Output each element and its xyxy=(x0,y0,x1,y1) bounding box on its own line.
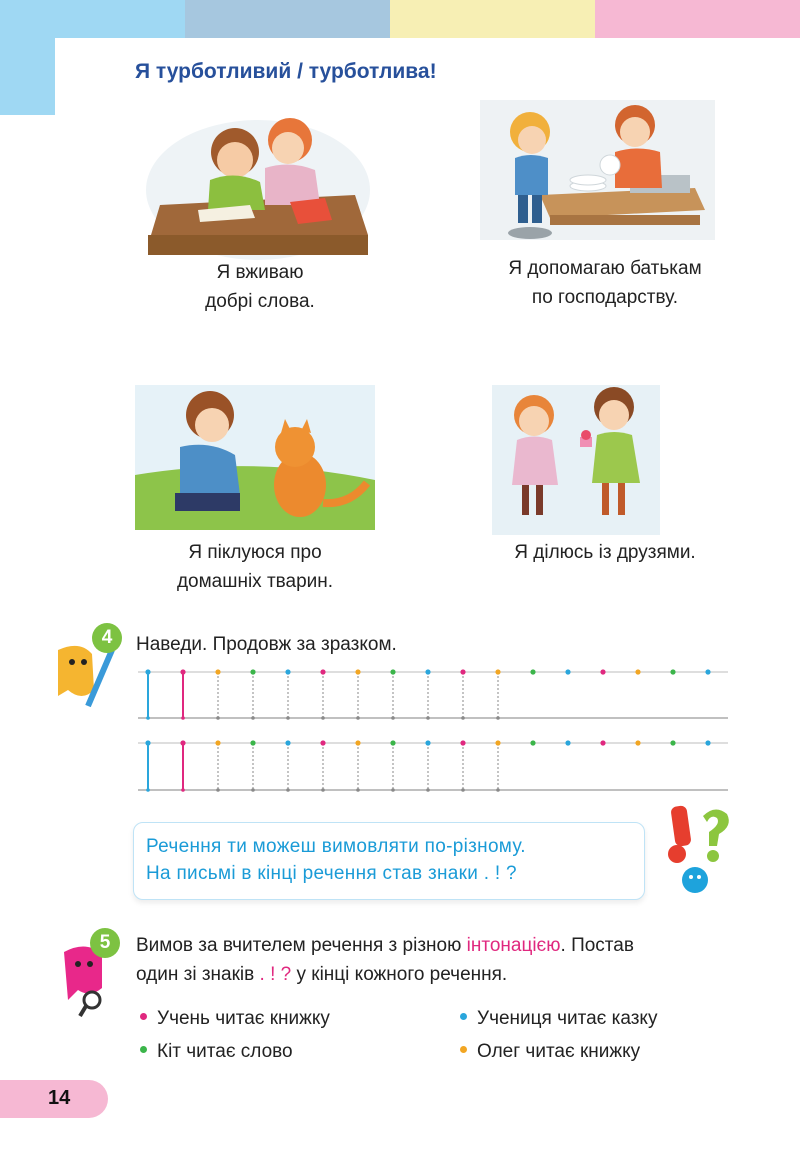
start-dot xyxy=(705,740,710,745)
end-dot xyxy=(146,788,150,792)
start-dot xyxy=(635,669,640,674)
start-dot xyxy=(460,669,465,674)
page-title: Я турботливий / турботлива! xyxy=(135,60,437,83)
end-dot xyxy=(321,788,325,792)
start-dot xyxy=(600,740,605,745)
end-dot xyxy=(286,788,290,792)
start-dot xyxy=(425,740,430,745)
end-dot xyxy=(391,788,395,792)
left-margin-tab xyxy=(0,0,55,115)
task-4-instruction: Наведи. Продовж за зразком. xyxy=(136,634,397,655)
sentence-item xyxy=(460,1008,657,1030)
punctuation-characters-icon xyxy=(655,802,735,902)
bullet-dot xyxy=(460,1046,467,1053)
start-dot xyxy=(145,669,150,674)
start-dot xyxy=(705,669,710,674)
sentence-item xyxy=(140,1041,293,1063)
start-dot xyxy=(495,669,500,674)
rule-note-box xyxy=(133,822,645,900)
punctuation-signs: . ! ? xyxy=(259,964,292,985)
end-dot xyxy=(496,788,500,792)
end-dot xyxy=(181,788,185,792)
start-dot xyxy=(320,669,325,674)
start-dot xyxy=(565,669,570,674)
page-corner xyxy=(55,38,115,118)
scene-kind-words-illustration xyxy=(140,110,375,265)
bullet-dot xyxy=(460,1013,467,1020)
scene-helping-parents-caption xyxy=(480,254,730,312)
start-dot xyxy=(285,740,290,745)
end-dot xyxy=(426,716,430,720)
end-dot xyxy=(461,716,465,720)
start-dot xyxy=(355,740,360,745)
scene-caring-pets-caption xyxy=(150,538,360,596)
caption-line: Я ділюсь із друзями. xyxy=(514,542,696,563)
header-bar-grayblue xyxy=(185,0,390,38)
start-dot xyxy=(250,669,255,674)
end-dot xyxy=(496,716,500,720)
caption-line: Я допомагаю батькам xyxy=(508,258,702,279)
start-dot xyxy=(215,740,220,745)
end-dot xyxy=(251,716,255,720)
task-4-badge: 4 xyxy=(92,623,122,653)
sentence-text: Учень читає книжку xyxy=(157,1008,330,1029)
task-5-instruction xyxy=(136,931,736,989)
scene-sharing-friends-caption xyxy=(480,538,730,567)
start-dot xyxy=(390,740,395,745)
start-dot xyxy=(355,669,360,674)
end-dot xyxy=(356,788,360,792)
end-dot xyxy=(251,788,255,792)
sentence-item xyxy=(140,1008,330,1030)
sentence-text: Кіт читає слово xyxy=(157,1041,293,1062)
task-5-badge: 5 xyxy=(90,928,120,958)
caption-line: Я вживаю xyxy=(216,262,304,283)
scene-kind-words-caption xyxy=(160,258,360,316)
instruction-text: у кінці кожного речення. xyxy=(291,964,508,985)
start-dot xyxy=(390,669,395,674)
start-dot xyxy=(635,740,640,745)
scene-sharing-friends-illustration xyxy=(492,375,660,535)
header-bar-yellow xyxy=(390,0,595,38)
start-dot xyxy=(320,740,325,745)
page-number-tab xyxy=(0,1080,108,1118)
caption-line: добрі слова. xyxy=(205,291,315,312)
caption-line: домашніх тварин. xyxy=(176,571,334,592)
start-dot xyxy=(215,669,220,674)
scene-helping-parents-illustration xyxy=(480,100,715,250)
start-dot xyxy=(145,740,150,745)
handwriting-practice-lines xyxy=(138,660,728,800)
instruction-text: . Постав xyxy=(560,935,634,956)
end-dot xyxy=(426,788,430,792)
start-dot xyxy=(250,740,255,745)
start-dot xyxy=(180,669,185,674)
end-dot xyxy=(216,716,220,720)
start-dot xyxy=(180,740,185,745)
bullet-dot xyxy=(140,1046,147,1053)
rule-note-line: На письмі в кінці речення став знаки . ! ? xyxy=(146,863,517,884)
intonation-highlight: інтонацією xyxy=(466,935,561,956)
instruction-text: Вимов за вчителем речення з різною xyxy=(136,935,467,956)
caption-line: по господарству. xyxy=(531,287,679,308)
start-dot xyxy=(460,740,465,745)
scene-caring-pets-illustration xyxy=(135,385,375,530)
instruction-text: один зі знаків xyxy=(136,964,260,985)
end-dot xyxy=(216,788,220,792)
start-dot xyxy=(530,669,535,674)
end-dot xyxy=(286,716,290,720)
start-dot xyxy=(285,669,290,674)
start-dot xyxy=(600,669,605,674)
start-dot xyxy=(670,669,675,674)
end-dot xyxy=(461,788,465,792)
start-dot xyxy=(670,740,675,745)
sentence-item xyxy=(460,1041,640,1063)
start-dot xyxy=(495,740,500,745)
sentence-text: Олег читає книжку xyxy=(477,1041,641,1062)
end-dot xyxy=(391,716,395,720)
start-dot xyxy=(530,740,535,745)
end-dot xyxy=(146,716,150,720)
header-bar-pink xyxy=(595,0,800,38)
end-dot xyxy=(181,716,185,720)
rule-note-line: Речення ти можеш вимовляти по-різному. xyxy=(146,836,526,857)
caption-line: Я піклуюся про xyxy=(188,542,322,563)
bullet-dot xyxy=(140,1013,147,1020)
sentence-text: Учениця читає казку xyxy=(477,1008,658,1029)
end-dot xyxy=(321,716,325,720)
start-dot xyxy=(425,669,430,674)
start-dot xyxy=(565,740,570,745)
end-dot xyxy=(356,716,360,720)
page-number: 14 xyxy=(48,1087,71,1109)
